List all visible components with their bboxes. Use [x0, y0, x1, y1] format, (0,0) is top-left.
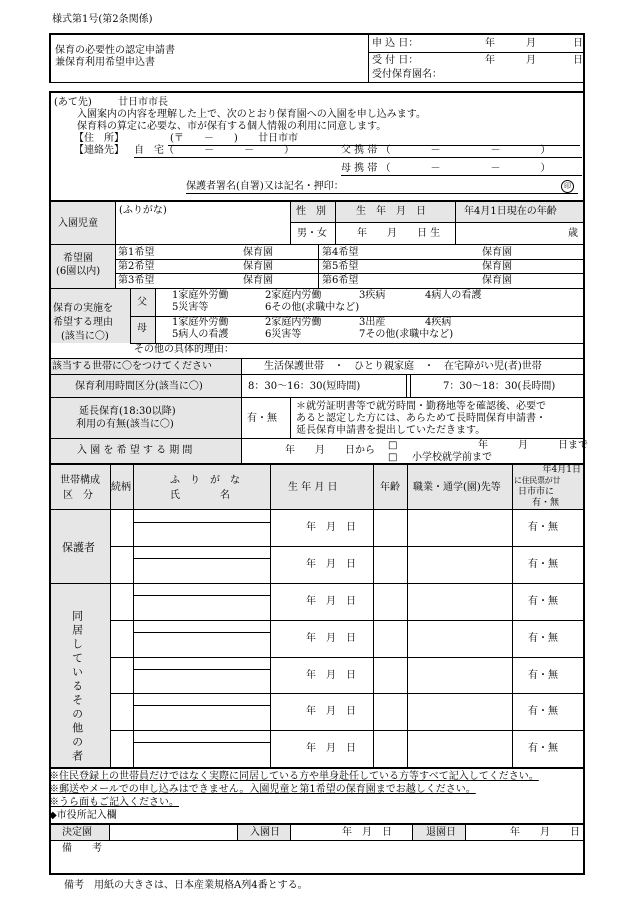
graduation-checkbox[interactable]: □	[388, 452, 398, 463]
home-phone-field[interactable]: 自 宅（ － － ）	[134, 145, 294, 156]
col-relation: 続柄	[111, 482, 131, 493]
contact-label: 【連絡先】	[74, 145, 124, 156]
cohabitant-3-resident[interactable]: 有・無	[528, 670, 558, 681]
time-short-option[interactable]: 8：30～16：30(短時間)	[248, 381, 361, 392]
period-to[interactable]: 年 月 日まで	[478, 440, 588, 451]
cohabitant-label: 同居しているその他の者	[70, 610, 84, 764]
col-age: 年齢	[380, 482, 400, 493]
application-date-month: 月	[526, 38, 536, 49]
col-resident-4: 有・無	[532, 498, 560, 508]
cohabitant-3-birth[interactable]: 年 月 日	[306, 670, 356, 681]
note-1: ※住民登録上の世帯員だけではなく実際に同居している方や単身赴任している方等すべて記入してください。	[49, 771, 539, 782]
entry-label: 入園日	[250, 827, 280, 838]
choice-5-label: 第5希望	[322, 261, 359, 272]
graduation-option[interactable]: 小学校就学前まで	[412, 452, 492, 463]
choice-2-suffix: 保育園	[243, 261, 273, 272]
received-date-day: 日	[573, 55, 583, 66]
postal-code-field[interactable]: (〒 － )	[170, 133, 238, 144]
form-title-line2: 兼保育利用希望申込書	[55, 57, 155, 68]
note-3: ※うら面もご記入ください。	[49, 797, 179, 808]
cohabitant-1-birth[interactable]: 年 月 日	[306, 596, 356, 607]
period-from[interactable]: 年 月 日から	[285, 445, 375, 456]
father-reason-1[interactable]: 1家庭外労働	[172, 290, 229, 301]
extended-label-1: 延長保育(18:30以降)	[79, 406, 176, 417]
seal-mark: 印	[561, 180, 574, 193]
decided-label: 決定園	[62, 827, 92, 838]
cohabitant-5-resident[interactable]: 有・無	[528, 743, 558, 754]
father-label: 父	[137, 297, 147, 308]
time-long-option[interactable]: 7：30～18：30(長時間)	[443, 381, 556, 392]
form-number: 様式第1号(第2条関係)	[52, 14, 153, 25]
reasons-label-1: 保育の実施を	[53, 303, 113, 314]
birthdate-field[interactable]: 年 月 日 生	[357, 228, 441, 239]
period-to-checkbox[interactable]: □	[388, 440, 398, 451]
received-date-label: 受 付 日：	[372, 55, 419, 66]
mother-reason-7[interactable]: 7その他(求職中など)	[359, 329, 454, 340]
application-date-year: 年	[485, 38, 495, 49]
mother-reason-5[interactable]: 5病人の看護	[172, 329, 229, 340]
col-resident-1: 年4月1日	[542, 465, 581, 475]
mother-reason-4[interactable]: 4疾病	[425, 317, 452, 328]
col-category-2: 区 分	[63, 490, 93, 501]
extended-note-1: ＊就労証明書等で就労時間・勤務地等を確認後、必要で	[296, 401, 546, 412]
age-label: 年4月1日現在の年齢	[464, 206, 557, 217]
reasons-label-3: (該当に〇)	[61, 331, 109, 342]
col-resident-3: 日市市に	[518, 487, 555, 497]
application-date-label: 申 込 日：	[372, 38, 419, 49]
col-resident-2: に住民票が廿	[514, 476, 561, 485]
cohabitant-4-resident[interactable]: 有・無	[528, 706, 558, 717]
reasons-label-2: 希望する理由	[53, 317, 113, 328]
mother-reason-3[interactable]: 3出産	[359, 317, 386, 328]
received-date-year: 年	[485, 55, 495, 66]
choice-5-suffix: 保育園	[482, 261, 512, 272]
choice-6-suffix: 保育園	[482, 275, 512, 286]
addressee-mayor: 廿日市市長	[118, 97, 168, 108]
child-furigana-label: (ふりがな)	[119, 205, 167, 216]
choice-6-label: 第6希望	[322, 275, 359, 286]
choice-3-suffix: 保育園	[243, 275, 273, 286]
extended-options[interactable]: 有・無	[247, 413, 277, 424]
office-header: ◆市役所記入欄	[49, 810, 117, 821]
mother-mobile-field[interactable]: 母 携 帯 （ － － ）	[341, 163, 551, 174]
col-work: 職業・通学(園)先等	[413, 482, 501, 493]
extended-note-2: あると認定した方には、あらためて長時間保育申請書・	[296, 413, 546, 424]
mother-reason-2[interactable]: 2家庭内労働	[265, 317, 322, 328]
father-reason-2[interactable]: 2家庭内労働	[265, 290, 322, 301]
cohabitant-5-birth[interactable]: 年 月 日	[306, 743, 356, 754]
guardian-2-birth[interactable]: 年 月 日	[306, 559, 356, 570]
choice-2-label: 第2希望	[118, 261, 155, 272]
leave-label: 退園日	[426, 827, 456, 838]
other-reason-label: その他の具体的理由：	[134, 344, 234, 355]
child-row-label: 入園児童	[58, 218, 98, 229]
choice-1-suffix: 保育園	[243, 247, 273, 258]
age-unit: 歳	[568, 228, 578, 239]
addressee-label: (あて先)	[54, 97, 92, 108]
father-reason-4[interactable]: 4病人の看護	[425, 290, 482, 301]
choice-1-label: 第1希望	[118, 247, 155, 258]
col-furigana: ふ り が な	[170, 475, 240, 486]
household-type-options[interactable]: 生活保護世帯 ・ ひとり親家庭 ・ 在宅障がい児(者)世帯	[264, 361, 542, 372]
mother-reason-1[interactable]: 1家庭外労働	[172, 317, 229, 328]
statement-consent: 保育料の算定に必要な、市が保有する個人情報の利用に同意します。	[77, 121, 387, 132]
entry-value[interactable]: 年 月 日	[342, 827, 392, 838]
cohabitant-2-birth[interactable]: 年 月 日	[306, 633, 356, 644]
footer-note: 備考 用紙の大きさは、日本産業規格A列4番とする。	[64, 880, 308, 891]
choice-4-label: 第4希望	[322, 247, 359, 258]
guardian-1-birth[interactable]: 年 月 日	[306, 522, 356, 533]
received-nursery-label: 受付保育園名：	[372, 69, 442, 80]
note-2: ※郵送やメールでの申し込みはできません。入園児童と第1希望の保育園までお越しください。	[49, 784, 476, 795]
period-label: 入 園 を 希 望 す る 期 間	[77, 445, 193, 456]
received-date-month: 月	[526, 55, 536, 66]
extended-label-2: 利用の有無(該当に〇)	[76, 419, 174, 430]
household-type-label: 該当する世帯に〇をつけてください	[52, 361, 212, 372]
col-name: 氏 名	[170, 490, 230, 501]
col-birth: 生 年 月 日	[288, 482, 338, 493]
father-reason-3[interactable]: 3疾病	[359, 290, 386, 301]
application-date-day: 日	[573, 38, 583, 49]
extended-note-3: 延長保育申請書を提出していただきます。	[296, 425, 486, 436]
guardian-label: 保護者	[62, 541, 95, 554]
mother-reason-6[interactable]: 6災害等	[265, 329, 302, 340]
father-reason-6[interactable]: 6その他(求職中など)	[265, 302, 360, 313]
father-reason-5[interactable]: 5災害等	[172, 302, 209, 313]
father-mobile-field[interactable]: 父 携 帯 （ － － ）	[341, 145, 551, 156]
statement-apply: 入園案内の内容を理解した上で、次のとおり保育園への入園を申し込みます。	[77, 109, 426, 120]
address-label: 【住 所】	[74, 133, 124, 144]
choice-4-suffix: 保育園	[482, 247, 512, 258]
address-city: 廿日市市	[258, 133, 298, 144]
time-category-label: 保育利用時間区分(該当に〇)	[75, 381, 203, 392]
choice-3-label: 第3希望	[118, 275, 155, 286]
cohabitant-2-resident[interactable]: 有・無	[528, 633, 558, 644]
preferences-limit: (6園以内)	[56, 266, 101, 277]
form-title-line1: 保育の必要性の認定申請書	[55, 45, 175, 56]
cohabitant-4-birth[interactable]: 年 月 日	[306, 706, 356, 717]
remarks-label: 備 考	[62, 843, 102, 854]
gender-options[interactable]: 男・女	[297, 228, 327, 239]
cohabitant-1-resident[interactable]: 有・無	[528, 596, 558, 607]
guardian-1-resident[interactable]: 有・無	[528, 522, 558, 533]
signature-label: 保護者署名(自署)又は記名・押印：	[186, 181, 344, 192]
birthdate-label: 生 年 月 日	[356, 206, 426, 217]
preferences-label: 希望園	[63, 253, 93, 264]
guardian-2-resident[interactable]: 有・無	[528, 559, 558, 570]
gender-label: 性 別	[296, 206, 326, 217]
col-category-1: 世帯構成	[60, 475, 100, 486]
mother-label: 母	[137, 323, 147, 334]
leave-value[interactable]: 年 月 日	[510, 827, 580, 838]
